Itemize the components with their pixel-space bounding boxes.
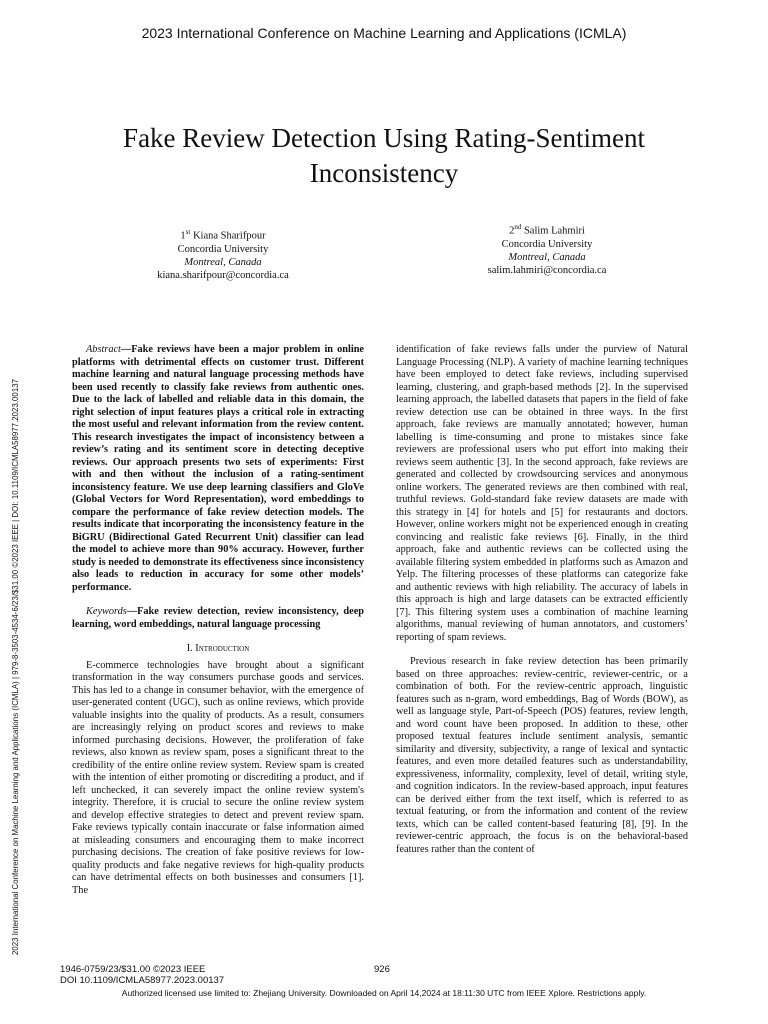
author-name (103, 226, 343, 243)
section-title: Introduction (195, 643, 250, 654)
author-name-text: Kiana Sharifpour (192, 230, 266, 242)
abstract-text: Fake reviews have been a major problem in online platforms with detrimental effects on customer trust. Different machine learning and natural language processing methods have been used recently to classify fake reviews from authentic ones. Due to the lack of labelled and reliable data in this domain, the right selection of input features plays a critical role in extracting the most useful and relevant information from the review content. This research investigates the impact of inconsistency between a review’s rating and its sentiment score in detecting deceptive reviews. Our approach presents two sets of experiments: First with and then without the inclusion of a rating-sentiment inconsistency feature. We use deep learning classifiers and GloVe (Global Vectors for Word Representation), word embeddings to compare the performance of fake review detection models. The results indicate that incorporating the inconsistency feature in the BiGRU (Bidirectional Gated Recurrent Unit) classifier can lead the model to achieve more than 90% accuracy. However, further study is needed to demonstrate its effectiveness since inconsistency also leads to reduction in accuracy for some other models’ performance. (72, 344, 364, 593)
page-number: 926 (374, 964, 390, 975)
author-email: kiana.sharifpour@concordia.ca (157, 269, 289, 281)
title-line-2: Inconsistency (309, 158, 459, 188)
right-paragraph-2: Previous research in fake review detection has been primarily based on three approaches: review-centric, reviewer-centric, or a combination of both. For the review-centric approach, linguistic features such as n-gram, word embeddings, Bag of Words (BOW), as well as language style, Part-of-Speech (POS) features, review length, and word count have been proposed. In addition to these, other proposed textual features include sentiment analysis, semantic similarity and diversity, subjectivity, a range of lexical and syntactic features, and even more detailed features such as understandability, expressiveness, informality, complexity, level of detail, writing style, and cognition indicators. In the review-based approach, input features can be derived either from the text itself, which is referred to as textual featuring, or from the information and content of the review texts, which can be called content-based featuring [8], [9]. In the reviewer-centric approach, the focus is on the behavioral-based features rather than the content of (396, 656, 688, 855)
intro-paragraph-1: E-commerce technologies have brought about a significant transformation in the way consumers purchase goods and services. This has led to a change in consumer behavior, with the emergence of user-generated content (UGC), such as online reviews, which provide valuable insights into the quality of products. As a result, consumers are increasingly relying on product scores and reviews to make informed purchasing decisions. However, the proliferation of fake reviews, also known as review spam, poses a significant threat to the credibility of the entire online review system. Review spam is created with the intention of either promoting or discrediting a product, and if left unchecked, it can severely impact the online review system's integrity. Therefore, it is crucial to secure the online review system and develop effective strategies to detect and prevent review spam. Fake reviews typically contain inaccurate or false information aimed at misleading consumers and encouraging them to make incorrect purchasing decisions. The creation of fake positive reviews for low-quality products and fake negative reviews for high-quality products can have detrimental effects on both businesses and consumers [1]. The (72, 659, 364, 896)
right-paragraph-1: identification of fake reviews falls under the purview of Natural Language Processing (NLP). A variety of machine learning techniques have been employed to detect fake reviews, including supervised learning, clustering, and graph-based methods [2]. In the supervised learning approach, the labelled datasets that papers in the field of fake review detection use can be obtained in three ways. In the first approach, fake reviews are manually annotated; however, human labelling is time-consuming and prone to mistakes since fake reviewers are professional users who put effort into making their reviews seem authentic [3]. In the second approach, fake reviews are generated and collected by crowdsourcing services and anonymous online workers. The generated reviews are then combined with real, truthful reviews. Gold-standard fake review datasets are made with this strategy in [4] for hotels and [5] for restaurants and doctors. However, online workers might not be experienced enough in creating convincing and realistic fake reviews [6]. Finally, in the third approach, fake and authentic reviews can be collected using the available filtering system embedded in platforms such as Amazon and Yelp. The filtering processes of these platforms can categorize fake and authentic reviews with high reliability. The accuracy of labels in this approach is high and large datasets can be extracted efficiently [7]. This filtering system uses a combination of machine learning algorithms, manual reviewing of human annotators, and customers’ reporting of spam reviews. (396, 344, 688, 643)
footer-issn: 1946-0759/23/$31.00 ©2023 IEEE (60, 964, 206, 975)
author-ordinal: 1 (180, 230, 186, 242)
author-ordinal-suffix: nd (514, 223, 522, 231)
abstract-dash: — (120, 344, 132, 355)
author-affiliation: Concordia University (501, 238, 593, 250)
abstract-paragraph (72, 344, 364, 594)
abstract-label: Abstract (86, 344, 121, 355)
author-ordinal: 2 (509, 225, 515, 237)
author-email: salim.lahmiri@concordia.ca (487, 264, 607, 276)
license-notice: Authorized licensed use limited to: Zhejiang University. Downloaded on April 14,2024 at 18:11:30 UTC from IEEE Xplore. Restrictions apply. (121, 988, 647, 998)
paper-title (60, 121, 708, 191)
footer-doi: DOI 10.1109/ICMLA58977.2023.00137 (60, 975, 225, 986)
keywords-paragraph (72, 606, 364, 631)
author-block-1 (103, 226, 343, 282)
author-location: Montreal, Canada (508, 251, 586, 263)
section-number: I. (186, 643, 193, 654)
conference-header: 2023 International Conference on Machine Learning and Applications (ICMLA) (141, 25, 627, 41)
author-ordinal-suffix: st (185, 228, 191, 236)
author-location: Montreal, Canada (184, 256, 262, 268)
right-column (396, 344, 688, 856)
keywords-text: Fake review detection, review inconsistency, deep learning, word embeddings, natural language processing (72, 606, 364, 630)
left-column (72, 344, 364, 897)
author-affiliation: Concordia University (177, 243, 269, 255)
author-block-2 (427, 221, 667, 277)
keywords-label: Keywords (86, 606, 127, 617)
keywords-dash: — (126, 606, 138, 617)
side-margin-citation: 2023 International Conference on Machine Learning and Applications (ICMLA) | 979-8-3503-4534-6/23/$31.00 ©2023 IEEE | DOI: 10.1109/ICMLA58977.2023.00137 (11, 379, 20, 955)
author-name-text: Salim Lahmiri (523, 225, 585, 237)
title-line-1: Fake Review Detection Using Rating-Sentiment (123, 123, 645, 153)
author-name (427, 221, 667, 238)
section-heading-introduction (72, 643, 364, 656)
